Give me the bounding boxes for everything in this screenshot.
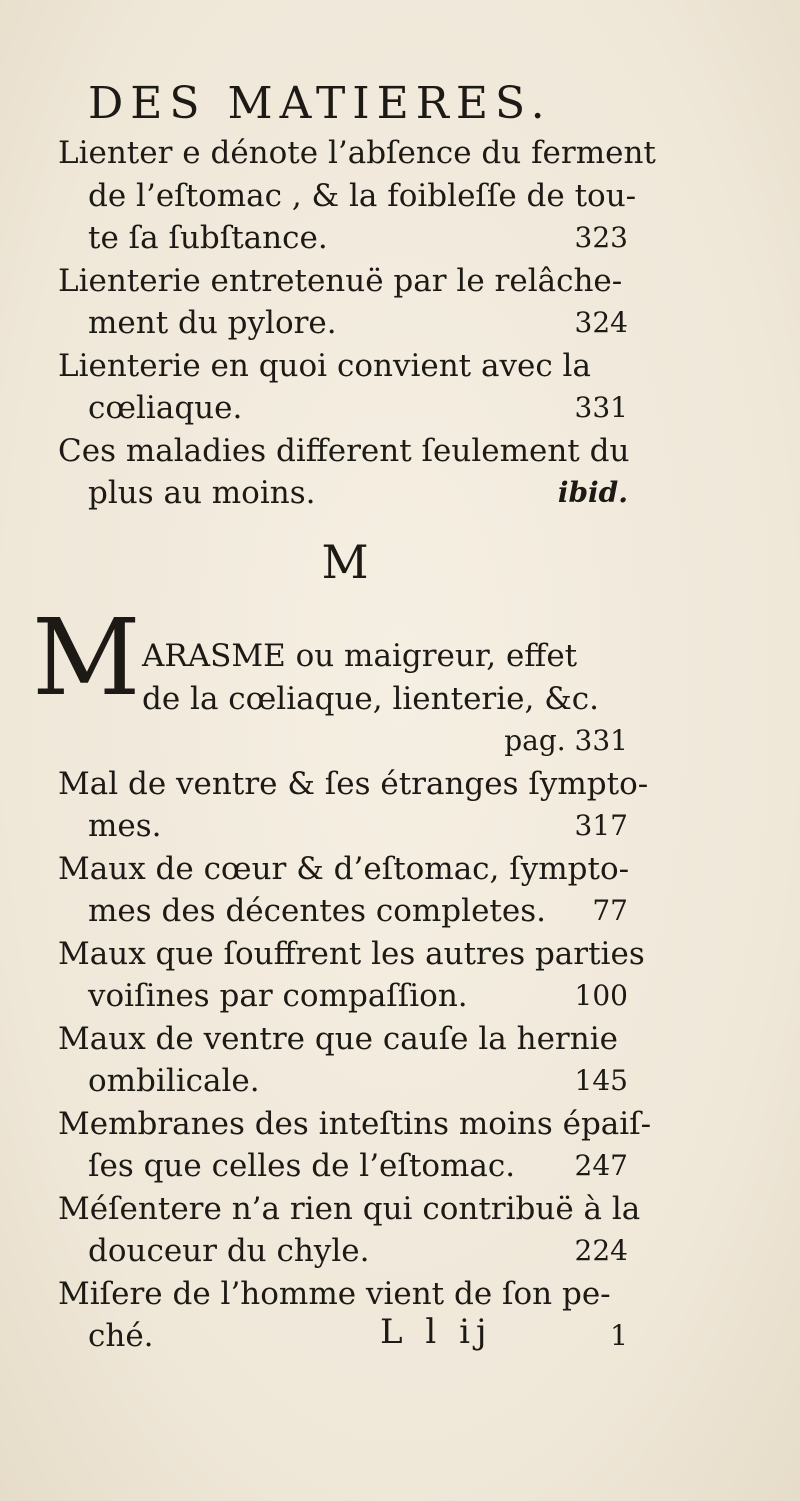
entry-line-text: voiſines par compaſſion. (88, 978, 468, 1014)
page-header: DES MATIERES. (88, 78, 552, 129)
index-entry (58, 430, 628, 515)
page-reference: 247 (574, 1149, 628, 1182)
entry-line: Maux que ſouffrent les autres parties (58, 935, 645, 972)
entry-line (58, 1230, 628, 1273)
index-entry (58, 1188, 641, 1273)
entry-line: Mal de ventre & ſes étranges ſympto- (58, 765, 649, 802)
page-reference: 324 (574, 306, 628, 339)
entry-line: Miſere de l’homme vient de ſon pe- (58, 1275, 611, 1312)
entry-line: ARASME ou maigreur, effet (142, 638, 578, 674)
entry-line: Lienterie entretenuë par le relâche- (58, 262, 623, 299)
entry-line: Maux de cœur & d’eſtomac, ſympto- (58, 850, 630, 887)
entry-line-text: ſes que celles de l’eſtomac. (88, 1148, 516, 1184)
entry-line: Maux de ventre que cauſe la hernie (58, 1020, 618, 1057)
entry-line (58, 805, 628, 848)
entry-line (58, 1315, 628, 1358)
index-entry (58, 345, 628, 430)
entry-line-text: ché. (88, 1318, 154, 1354)
index-entry (58, 848, 628, 933)
entry-line-text: ment du pylore. (88, 305, 337, 341)
entry-line-text: mes des décentes completes. (88, 893, 546, 929)
index-entry-marasme (58, 635, 628, 763)
section-letter: M (321, 535, 369, 589)
entry-line: de la cœliaque, lienterie, &c. (142, 680, 600, 717)
index-entries-bottom (58, 635, 652, 1358)
entry-line (58, 302, 628, 345)
entry-line (58, 1145, 628, 1188)
entry-line: de l’eſtomac , & la foibleſſe de tou- (88, 177, 637, 214)
page-reference: 331 (574, 391, 628, 424)
index-entry (58, 933, 645, 1018)
page-reference: 317 (574, 809, 628, 842)
entry-line-text: cœliaque. (88, 390, 243, 426)
page-reference: 77 (592, 894, 628, 927)
entry-line: Lienterie en quoi convient avec la (58, 347, 591, 384)
entry-line-text: mes. (88, 808, 162, 844)
entry-line (58, 720, 628, 763)
index-entry (58, 1273, 628, 1358)
entry-line: Lienter e dénote l’abſence du ferment (58, 135, 656, 171)
entry-line-text: te ſa ſubſtance. (88, 220, 328, 256)
entry-line (58, 472, 628, 515)
index-entry (58, 260, 628, 345)
page-reference: ibid. (557, 476, 628, 509)
entry-line: Membranes des inteſtins moins épaiſ- (58, 1105, 652, 1142)
index-entry (58, 1103, 652, 1188)
drop-cap: M (32, 596, 141, 719)
page-reference: 323 (574, 221, 628, 254)
entry-line-text: ombilicale. (88, 1063, 260, 1099)
entry-line-text: plus au moins. (88, 475, 316, 511)
index-entry (58, 763, 649, 848)
page-reference: pag. 331 (504, 724, 628, 757)
page-reference: 1 (610, 1319, 628, 1352)
entry-line: Ces maladies different ſeulement du (58, 432, 630, 469)
index-entry (58, 132, 656, 260)
page-reference: 145 (574, 1064, 628, 1097)
entry-line (58, 890, 628, 933)
entry-line (58, 975, 628, 1018)
signature-mark: L l ij (380, 1312, 493, 1352)
page-reference: 224 (574, 1234, 628, 1267)
entry-line (58, 217, 628, 260)
entry-line (58, 1060, 628, 1103)
index-entry (58, 1018, 628, 1103)
index-entries-top (58, 132, 656, 515)
page-reference: 100 (574, 979, 628, 1012)
entry-line: Méſentere n’a rien qui contribuë à la (58, 1190, 641, 1227)
entry-line (58, 387, 628, 430)
entry-line-text: douceur du chyle. (88, 1233, 370, 1269)
